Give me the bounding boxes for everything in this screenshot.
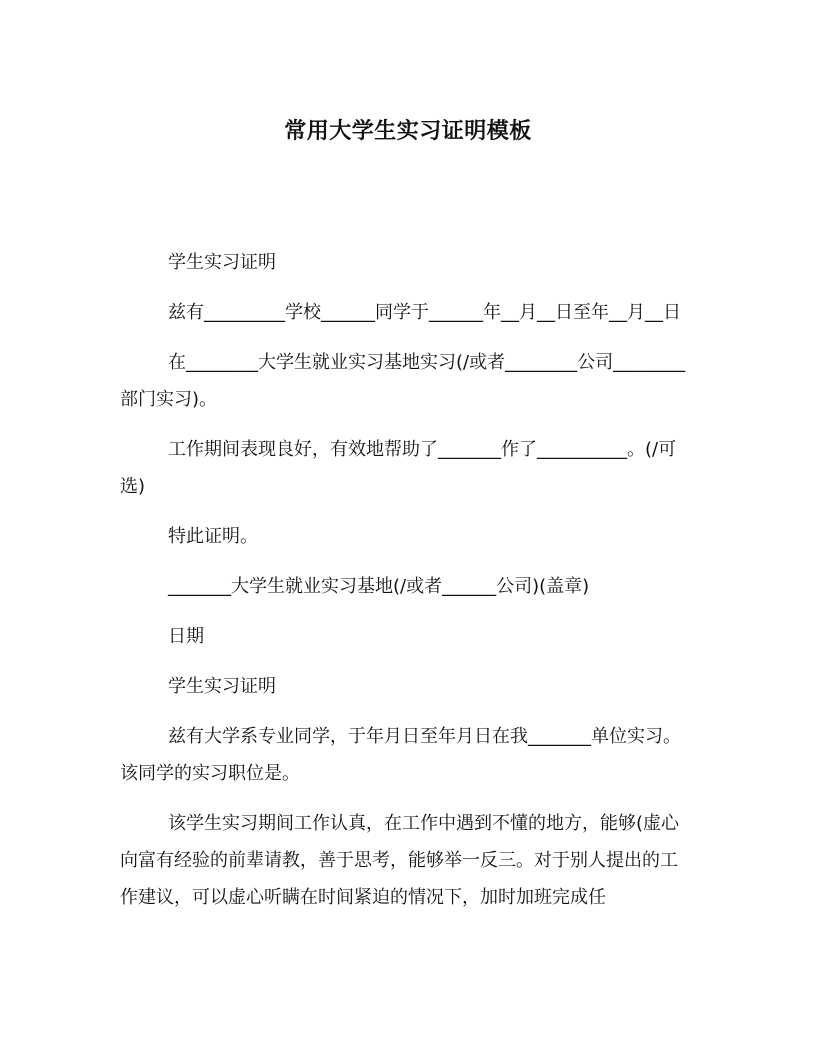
heading-student-internship-certificate-2: 学生实习证明 <box>168 676 276 697</box>
paragraph-performance: 工作期间表现良好，有效地帮助了_______作了__________。(/可选) <box>120 439 677 497</box>
paragraph-internship-location: 在________大学生就业实习基地实习(/或者________公司________部门实习)。 <box>120 352 686 410</box>
paragraph-intro-fill-in: 兹有_________学校______同学于______年__月__日至年__月__日 <box>168 302 681 323</box>
paragraph-stamp-line: _______大学生就业实习基地(/或者______公司)(盖章) <box>168 576 590 597</box>
document-title: 常用大学生实习证明模板 <box>284 119 532 144</box>
heading-student-internship-certificate: 学生实习证明 <box>168 252 276 273</box>
paragraph-hereby-certify: 特此证明。 <box>168 526 258 547</box>
paragraph-intro-2: 兹有大学系专业同学，于年月日至年月日在我_______单位实习。该同学的实习职位是。 <box>120 726 681 784</box>
document-body <box>120 244 690 929</box>
paragraph-date: 日期 <box>168 626 204 647</box>
paragraph-evaluation: 该学生实习期间工作认真，在工作中遇到不懂的地方，能够(虚心向富有经验的前辈请教，善于思考，能够举一反三。对于别人提出的工作建议，可以虚心听瞒在时间紧迫的情况下，加时加班完成任 <box>120 813 680 908</box>
